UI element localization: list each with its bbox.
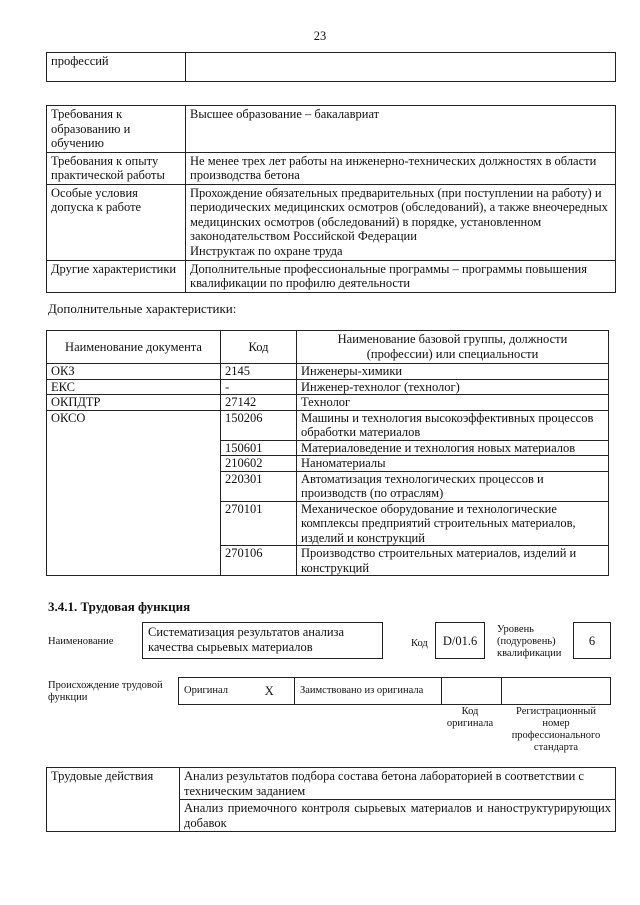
- table-row: [47, 152, 616, 184]
- cell-code: 220301: [221, 471, 297, 501]
- cell-code: 150601: [221, 440, 297, 456]
- function-name-box: [142, 622, 383, 659]
- function-code-box: [435, 622, 485, 659]
- section-heading: 3.4.1. Трудовая функция: [48, 599, 191, 614]
- origin-label: Происхождение трудовой функции: [48, 680, 163, 703]
- column-header-name: Наименование базовой группы, должности (профессии) или специальности: [297, 331, 609, 364]
- requirement-value: Дополнительные профессиональные программы – программы повышения квалификации по профилю деятельности: [186, 260, 616, 292]
- table-row: [47, 768, 616, 800]
- original-label: Оригинал: [179, 678, 245, 705]
- requirement-label: Особые условия допуска к работе: [47, 184, 186, 260]
- cell-name: Наноматериалы: [297, 456, 609, 472]
- table-row: [47, 364, 609, 380]
- cell-document: ОКСО: [47, 410, 221, 576]
- borrowed-label: Заимствовано из оригинала: [295, 678, 442, 705]
- cell-name: Материаловедение и технология новых материалов: [297, 440, 609, 456]
- cell-name: Инженеры-химики: [297, 364, 609, 380]
- cell-document: ОКЗ: [47, 364, 221, 380]
- original-mark: X: [245, 678, 295, 705]
- cell-code: 270106: [221, 546, 297, 576]
- function-name-value: Систематизация результатов анализа качества сырьевых материалов: [148, 625, 345, 654]
- level-box: [573, 622, 611, 659]
- requirement-value: Не менее трех лет работы на инженерно-технических должностях в области производства бетона: [186, 152, 616, 184]
- top-table-empty-cell: [186, 53, 616, 82]
- cell-code: 27142: [221, 395, 297, 411]
- table-row: [47, 260, 616, 292]
- requirement-value: Прохождение обязательных предварительных (при поступлении на работу) и периодических медицинских осмотров (обследований), а также внеочередных медицинских осмотров (обследований) в порядке, установленном законодательством Российской Федерации Инструктаж по охране труда: [186, 184, 616, 260]
- page-number: 23: [313, 29, 327, 43]
- requirement-label: Другие характеристики: [47, 260, 186, 292]
- requirement-label: Требования к образованию и обучению: [47, 106, 186, 153]
- cell-document: ЕКС: [47, 379, 221, 395]
- cell-code: -: [221, 379, 297, 395]
- cell-code: 270101: [221, 501, 297, 546]
- table-row: [47, 410, 609, 440]
- top-table-cell: профессий: [47, 53, 186, 82]
- cell-code: 210602: [221, 456, 297, 472]
- level-label: Уровень (подуровень) квалификации: [497, 624, 562, 659]
- table-row: [47, 106, 616, 153]
- cell-code: 2145: [221, 364, 297, 380]
- table-row: [47, 395, 609, 411]
- cell-name: Инженер-технолог (технолог): [297, 379, 609, 395]
- name-label: Наименование: [48, 636, 114, 647]
- cell-name: Технолог: [297, 395, 609, 411]
- requirement-label: Требования к опыту практической работы: [47, 152, 186, 184]
- table-row: [47, 379, 609, 395]
- cell-document: ОКПДТР: [47, 395, 221, 411]
- cell-code: 150206: [221, 410, 297, 440]
- registration-number-cell: [502, 678, 611, 705]
- column-header-document: Наименование документа: [47, 331, 221, 364]
- cell-name: Производство строительных материалов, изделий и конструкций: [297, 546, 609, 576]
- code-label: Код: [411, 638, 428, 649]
- origin-table: [178, 677, 611, 705]
- labor-actions-table: [46, 767, 616, 832]
- registration-number-label: Регистрационный номер профессионального стандарта: [511, 706, 601, 753]
- additional-characteristics-heading: Дополнительные характеристики:: [48, 301, 237, 316]
- cell-name: Автоматизация технологических процессов и производств (по отраслям): [297, 471, 609, 501]
- classifier-table: [46, 330, 609, 576]
- table-header-row: [47, 331, 609, 364]
- cell-name: Механическое оборудование и технологические комплексы предприятий строительных материалов, изделий и конструкций: [297, 501, 609, 546]
- code-original-label: Код оригинала: [446, 706, 494, 729]
- labor-actions-label: Трудовые действия: [47, 768, 180, 832]
- table-row: [47, 184, 616, 260]
- cell-name: Машины и технология высокоэффективных процессов обработки материалов: [297, 410, 609, 440]
- column-header-code: Код: [221, 331, 297, 364]
- code-original-cell: [442, 678, 502, 705]
- requirement-value: Высшее образование – бакалавриат: [186, 106, 616, 153]
- top-table-fragment: [46, 52, 616, 82]
- labor-action-item: Анализ результатов подбора состава бетона лабораторией в соответствии с техническим заданием: [180, 768, 616, 800]
- function-code-value: D/01.6: [442, 634, 478, 648]
- labor-action-item: Анализ приемочного контроля сырьевых материалов и наноструктурирующих добавок: [180, 800, 616, 832]
- requirements-table: [46, 105, 616, 293]
- level-value: 6: [588, 634, 596, 648]
